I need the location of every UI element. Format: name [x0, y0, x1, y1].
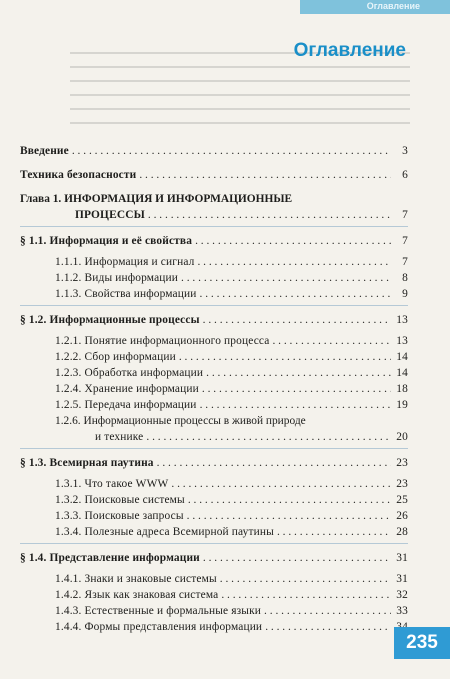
leader-dots: [277, 524, 391, 540]
toc-item-page: 14: [396, 351, 408, 363]
toc-item-label: 1.2.2. Сбор информации: [55, 351, 176, 363]
leader-dots: [187, 508, 391, 524]
toc-entry-safety[interactable]: [20, 167, 408, 183]
header-tab-text: Оглавление: [366, 1, 420, 11]
toc-entry-intro[interactable]: [20, 143, 408, 159]
leader-dots: [202, 381, 391, 397]
toc-item[interactable]: [20, 587, 408, 603]
leader-dots: [195, 233, 391, 249]
page-number-badge: [394, 627, 450, 659]
section-label: § 1.4. Представление информации: [20, 552, 200, 564]
toc-item-page: 18: [396, 383, 408, 395]
toc-item[interactable]: [20, 270, 408, 286]
toc-item[interactable]: [20, 286, 408, 302]
section-label: § 1.1. Информация и её свойства: [20, 235, 193, 247]
leader-dots: [72, 143, 391, 159]
leader-dots: [265, 619, 391, 635]
toc-item[interactable]: [20, 619, 408, 635]
leader-dots: [221, 587, 391, 603]
toc-item-label: 1.4.3. Естественные и формальные языки: [55, 605, 262, 617]
toc-item-line1[interactable]: 1.2.6. Информационные процессы в живой природе: [55, 415, 306, 427]
toc-item[interactable]: [20, 508, 408, 524]
toc-entry-label: Техника безопасности: [20, 169, 137, 181]
toc-item-label: и технике: [95, 431, 144, 443]
leader-dots: [146, 429, 391, 445]
toc-entry-label: Введение: [20, 145, 69, 157]
section-page: 31: [396, 552, 408, 564]
toc-section-1-4[interactable]: [20, 550, 408, 566]
table-of-contents: [20, 143, 408, 635]
leader-dots: [148, 207, 391, 223]
toc-item[interactable]: [20, 333, 408, 349]
leader-dots: [200, 397, 391, 413]
leader-dots: [203, 312, 391, 328]
toc-item-page: 23: [396, 478, 408, 490]
toc-item-label: 1.2.5. Передача информации: [55, 399, 197, 411]
toc-item[interactable]: [20, 476, 408, 492]
toc-item[interactable]: [20, 524, 408, 540]
page-title: Оглавление: [293, 40, 406, 61]
leader-dots: [188, 492, 391, 508]
toc-item-label: 1.3.1. Что такое WWW: [55, 478, 169, 490]
toc-section-1-2[interactable]: [20, 312, 408, 328]
toc-item[interactable]: [20, 254, 408, 270]
leader-dots: [171, 476, 391, 492]
toc-item-page: 26: [396, 510, 408, 522]
section-label: § 1.2. Информационные процессы: [20, 314, 200, 326]
section-divider: [20, 448, 408, 449]
toc-item[interactable]: [20, 429, 408, 445]
toc-item-label: 1.3.4. Полезные адреса Всемирной паутины: [55, 526, 274, 538]
toc-item[interactable]: [20, 603, 408, 619]
toc-item[interactable]: [20, 571, 408, 587]
section-divider: [20, 305, 408, 306]
toc-item-label: 1.1.3. Свойства информации: [55, 288, 197, 300]
toc-item[interactable]: [20, 492, 408, 508]
header-tab: [300, 0, 450, 14]
toc-item-page: 31: [396, 573, 408, 585]
section-page: 7: [402, 235, 408, 247]
toc-item-label: 1.1.2. Виды информации: [55, 272, 179, 284]
toc-entry-page: 3: [402, 145, 408, 157]
section-page: 23: [396, 457, 408, 469]
leader-dots: [139, 167, 391, 183]
section-label: § 1.3. Всемирная паутина: [20, 457, 154, 469]
section-divider: [20, 543, 408, 544]
leader-dots: [200, 286, 392, 302]
leader-dots: [272, 333, 391, 349]
leader-dots: [197, 254, 391, 270]
toc-item[interactable]: [20, 397, 408, 413]
toc-item-page: 33: [396, 605, 408, 617]
toc-item-page: 14: [396, 367, 408, 379]
toc-entry-chapter1[interactable]: [20, 207, 408, 223]
chapter-heading-line1: Глава 1. ИНФОРМАЦИЯ И ИНФОРМАЦИОННЫЕ: [20, 193, 293, 205]
toc-item-page: 7: [402, 256, 408, 268]
leader-dots: [220, 571, 391, 587]
toc-item-page: 32: [396, 589, 408, 601]
toc-item[interactable]: [20, 365, 408, 381]
chapter-heading-line2: ПРОЦЕССЫ: [75, 209, 145, 221]
toc-entry-page: 7: [402, 209, 408, 221]
toc-item-page: 8: [402, 272, 408, 284]
toc-item-page: 9: [402, 288, 408, 300]
toc-item-page: 19: [396, 399, 408, 411]
section-page: 13: [396, 314, 408, 326]
leader-dots: [181, 270, 391, 286]
toc-item-page: 20: [396, 431, 408, 443]
toc-item-label: 1.1.1. Информация и сигнал: [55, 256, 195, 268]
toc-item-page: 25: [396, 494, 408, 506]
toc-item[interactable]: [20, 381, 408, 397]
toc-item-label: 1.2.3. Обработка информации: [55, 367, 204, 379]
section-divider: [20, 226, 408, 227]
toc-item-label: 1.4.4. Формы представления информации: [55, 621, 263, 633]
toc-item-label: 1.4.2. Язык как знаковая система: [55, 589, 219, 601]
toc-item-label: 1.2.4. Хранение информации: [55, 383, 199, 395]
toc-section-1-3[interactable]: [20, 455, 408, 471]
toc-item-page: 13: [396, 335, 408, 347]
toc-item-page: 28: [396, 526, 408, 538]
page-number: 235: [406, 632, 438, 653]
toc-item-label: 1.2.1. Понятие информационного процесса: [55, 335, 270, 347]
leader-dots: [203, 550, 391, 566]
toc-item-label: 1.3.2. Поисковые системы: [55, 494, 185, 506]
toc-item-label: 1.4.1. Знаки и знаковые системы: [55, 573, 217, 585]
leader-dots: [157, 455, 391, 471]
leader-dots: [179, 349, 391, 365]
toc-item-label: 1.3.3. Поисковые запросы: [55, 510, 184, 522]
toc-item[interactable]: [20, 349, 408, 365]
toc-section-1-1[interactable]: [20, 233, 408, 249]
leader-dots: [206, 365, 391, 381]
toc-entry-page: 6: [402, 169, 408, 181]
leader-dots: [264, 603, 391, 619]
